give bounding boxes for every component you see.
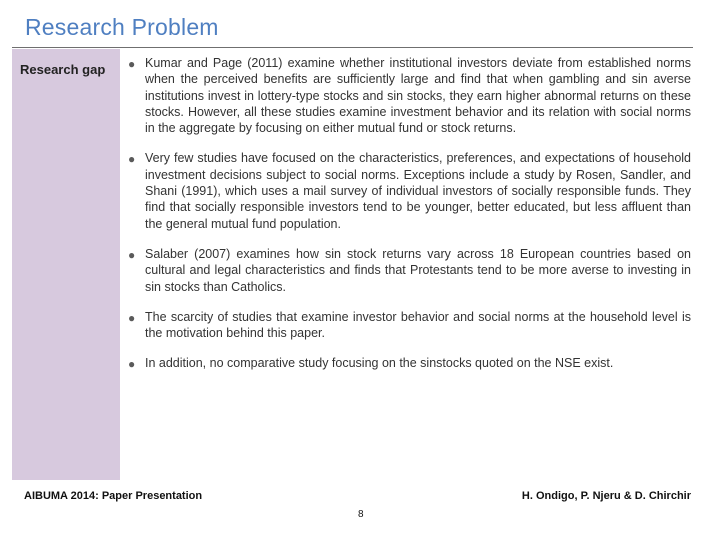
bullet-item — [128, 355, 691, 371]
bullet-text: The scarcity of studies that examine investor behavior and social norms at the household level is the motivation behind this paper. — [145, 309, 691, 341]
bullet-text: In addition, no comparative study focusing on the sinstocks quoted on the NSE exist. — [145, 356, 614, 371]
bullet-text: Salaber (2007) examines how sin stock returns vary across 18 European countries based on cultural and legal characteristics and finds that Protestants tend to be more averse to investing in sin stocks than Catholics. — [145, 246, 691, 294]
bullet-list — [128, 55, 691, 386]
bullet-dot-icon: ● — [128, 310, 136, 325]
bullet-dot-icon: ● — [128, 357, 136, 372]
section-label: Research gap — [20, 62, 106, 77]
bullet-text: Very few studies have focused on the characteristics, preferences, and expectations of household investment decisions subject to social norms. Exceptions include a study by Rosen, Sandler, and Shani (1991), which uses a mail survey of individual investors of socially responsible funds. They find that socially responsible investors tend to be younger, better educated, but less affluent than the general mutual fund population. — [145, 151, 691, 231]
bullet-text: Kumar and Page (2011) examine whether institutional investors deviate from established norms when the perceived benefits are sufficiently large and find that when gambling and sin averse institutions invest in lottery-type stocks and sin stocks, they earn higher abnormal returns on these stocks. However, all these studies examine investment behavior and its relation with social norms in the aggregate by focusing on either mutual fund or stock returns. — [145, 56, 691, 136]
footer-conference: AIBUMA 2014: Paper Presentation — [24, 490, 203, 502]
title-divider — [12, 47, 693, 48]
page-number: 8 — [358, 509, 364, 520]
bullet-dot-icon: ● — [128, 247, 136, 262]
bullet-item — [128, 55, 691, 136]
footer-authors: H. Ondigo, P. Njeru & D. Chirchir — [521, 490, 691, 502]
bullet-item — [128, 246, 691, 295]
bullet-dot-icon: ● — [128, 57, 136, 71]
bullet-dot-icon: ● — [128, 152, 136, 167]
bullet-item — [128, 309, 691, 342]
slide-title: Research Problem — [25, 14, 219, 40]
sidebar-panel — [12, 49, 120, 480]
bullet-item — [128, 150, 691, 231]
